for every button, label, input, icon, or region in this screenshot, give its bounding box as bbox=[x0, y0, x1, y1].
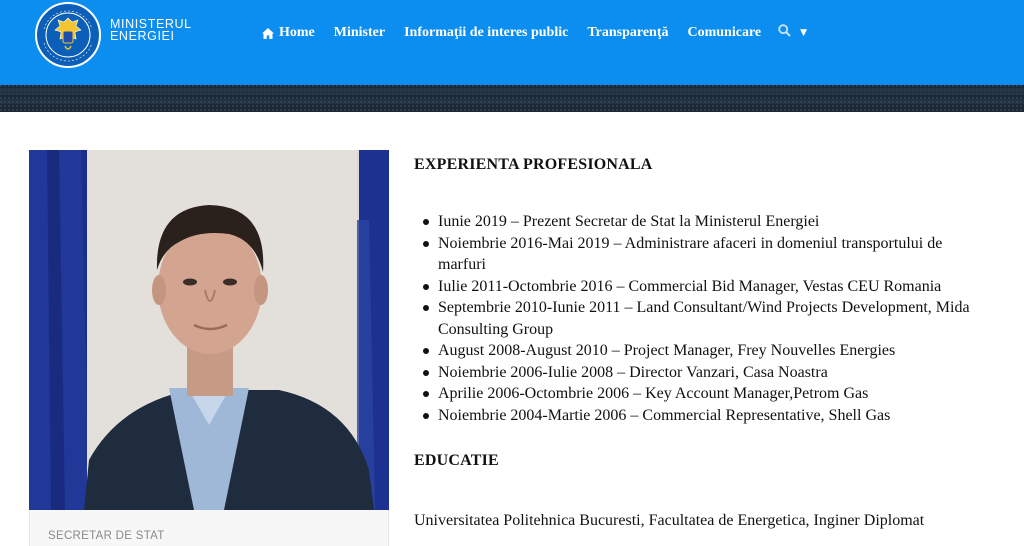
list-item: Septembrie 2010-Iunie 2011 – Land Consultant/Wind Projects Development, Mida bbox=[414, 297, 1024, 319]
list-item: Noiembrie 2006-Iulie 2008 – Director Vanzari, Casa Noastra bbox=[414, 362, 1024, 384]
list-item-continuation: Consulting Group bbox=[438, 320, 554, 338]
header-decorative-band bbox=[0, 85, 1024, 112]
profile-photo bbox=[29, 150, 389, 510]
nav-transparency[interactable]: Transparenţă bbox=[587, 25, 669, 40]
list-item-continuation: marfuri bbox=[438, 256, 486, 273]
home-icon bbox=[262, 28, 274, 39]
profile-caption bbox=[29, 510, 389, 546]
experience-heading: EXPERIENTA PROFESIONALA bbox=[414, 156, 653, 173]
list-item: Noiembrie 2004-Martie 2006 – Commercial Representative, Shell Gas bbox=[414, 405, 1024, 427]
nav-home-label: Home bbox=[279, 25, 315, 40]
list-item: August 2008-August 2010 – Project Manager, Frey Nouvelles Energies bbox=[414, 340, 1024, 362]
brand-line-2: ENERGIEI bbox=[110, 29, 175, 43]
nav-minister[interactable]: Minister bbox=[333, 25, 386, 40]
profile-role: SECRETAR DE STAT bbox=[48, 530, 165, 542]
brand-line-1: MINISTERUL bbox=[110, 17, 192, 31]
education-heading: EDUCATIE bbox=[414, 452, 499, 469]
search-icon bbox=[778, 24, 791, 42]
list-item: Iulie 2011-Octombrie 2016 – Commercial Bid Manager, Vestas CEU Romania bbox=[414, 276, 1024, 298]
list-item: Noiembrie 2016-Mai 2019 – Administrare afaceri in domeniul transportului de bbox=[414, 233, 1024, 255]
government-logo[interactable] bbox=[32, 1, 104, 69]
experience-list bbox=[414, 211, 1024, 426]
caret-down-icon: ▼ bbox=[800, 28, 808, 38]
main-nav bbox=[262, 24, 807, 42]
list-item: Iunie 2019 – Prezent Secretar de Stat la Ministerul Energiei bbox=[414, 211, 1024, 233]
list-item: Aprilie 2006-Octombrie 2006 – Key Account Manager,Petrom Gas bbox=[414, 383, 1024, 405]
experience-section bbox=[414, 156, 1024, 174]
search-toggle[interactable] bbox=[778, 24, 807, 42]
site-header bbox=[0, 0, 1024, 85]
nav-home[interactable] bbox=[262, 25, 315, 41]
nav-public-info[interactable]: Informaţii de interes public bbox=[404, 25, 569, 40]
nav-communication[interactable]: Comunicare bbox=[687, 25, 762, 40]
education-text: Universitatea Politehnica Bucuresti, Facultatea de Energetica, Inginer Diplomat bbox=[414, 512, 925, 529]
brand-name[interactable] bbox=[110, 18, 192, 42]
